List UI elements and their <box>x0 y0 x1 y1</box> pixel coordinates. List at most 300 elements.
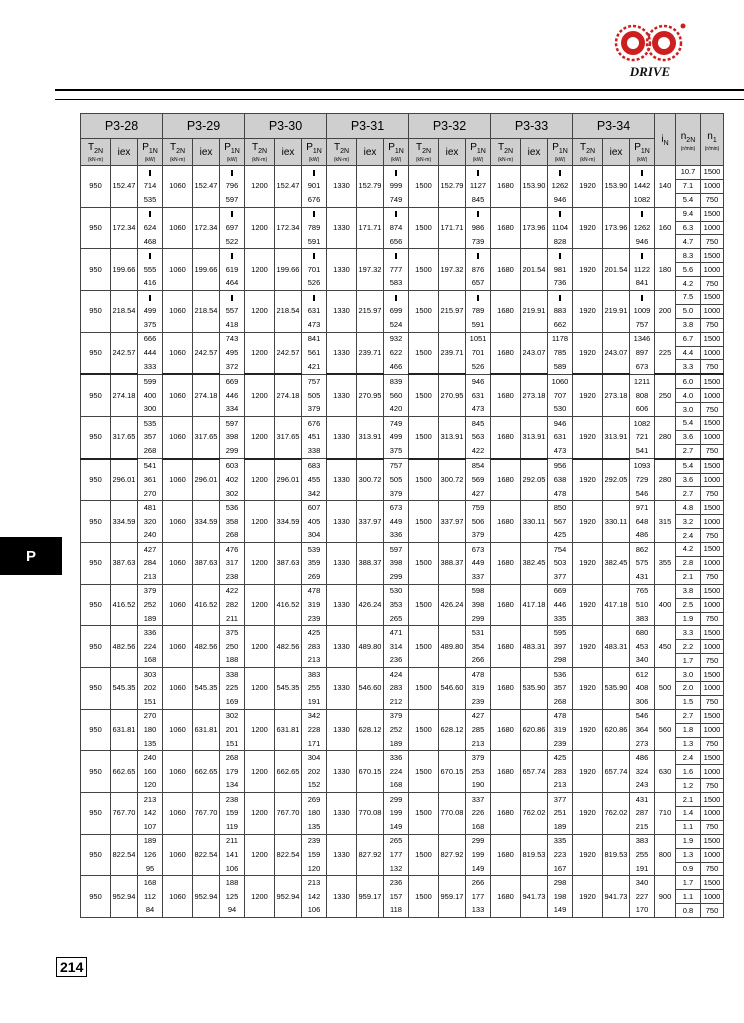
power-header <box>138 139 163 166</box>
power-marker-icon <box>313 295 315 301</box>
power-cell: 226 <box>466 806 491 820</box>
ratio-cell: 500 <box>655 668 676 710</box>
exact-ratio-cell: 382.45 <box>521 543 548 585</box>
power-cell: 981 <box>548 263 573 277</box>
power-cell: 167 <box>548 862 573 876</box>
torque-header-subscript: 2N <box>94 147 104 155</box>
input-speed-cell: 750 <box>701 570 724 584</box>
output-speed-cell: 2.0 <box>676 681 701 695</box>
exact-ratio-cell: 172.34 <box>111 207 138 249</box>
torque-cell: 1060 <box>163 332 193 374</box>
table-row <box>81 709 724 723</box>
table-row <box>81 249 724 263</box>
input-speed-cell: 1000 <box>701 263 724 277</box>
power-cell: 212 <box>384 695 409 709</box>
torque-cell: 950 <box>81 626 111 668</box>
power-header-symbol: P <box>224 141 231 153</box>
power-cell: 199 <box>466 848 491 862</box>
exact-ratio-cell: 243.07 <box>521 332 548 374</box>
power-cell: 338 <box>220 668 245 682</box>
power-cell: 211 <box>220 834 245 848</box>
exact-ratio-cell: 662.65 <box>193 751 220 793</box>
power-cell: 739 <box>466 235 491 249</box>
power-cell: 765 <box>630 584 655 598</box>
input-speed-cell: 750 <box>701 529 724 543</box>
torque-cell: 1060 <box>163 709 193 751</box>
power-cell: 499 <box>384 430 409 444</box>
power-cell <box>302 249 327 263</box>
output-speed-header-subscript: 2N <box>686 136 696 144</box>
power-cell: 1009 <box>630 304 655 318</box>
power-cell: 159 <box>220 806 245 820</box>
torque-cell: 1920 <box>573 668 603 710</box>
table-row <box>81 417 724 431</box>
exact-ratio-cell: 416.52 <box>111 584 138 626</box>
power-cell: 656 <box>384 235 409 249</box>
exact-ratio-cell: 387.63 <box>193 543 220 585</box>
exact-ratio-cell: 153.90 <box>521 166 548 208</box>
output-speed-cell: 3.3 <box>676 360 701 374</box>
power-cell: 676 <box>302 193 327 207</box>
power-cell: 796 <box>220 179 245 193</box>
power-cell: 265 <box>384 834 409 848</box>
torque-cell: 1060 <box>163 207 193 249</box>
power-cell: 946 <box>466 374 491 388</box>
input-speed-cell: 1500 <box>701 207 724 221</box>
power-cell: 375 <box>138 318 163 332</box>
exact-ratio-cell: 767.70 <box>275 793 302 835</box>
power-cell: 189 <box>138 612 163 626</box>
power-cell: 273 <box>630 737 655 751</box>
power-cell: 999 <box>384 179 409 193</box>
power-cell: 125 <box>220 890 245 904</box>
power-cell: 213 <box>302 654 327 668</box>
power-cell: 701 <box>302 263 327 277</box>
power-cell: 199 <box>384 806 409 820</box>
torque-cell: 1060 <box>163 417 193 459</box>
exact-ratio-cell: 274.18 <box>111 374 138 416</box>
ratio-cell: 160 <box>655 207 676 249</box>
power-cell: 478 <box>548 487 573 501</box>
power-cell: 932 <box>384 332 409 346</box>
torque-cell: 1060 <box>163 543 193 585</box>
power-header-symbol: P <box>306 141 313 153</box>
input-speed-cell: 750 <box>701 820 724 834</box>
input-speed-cell: 1000 <box>701 304 724 318</box>
power-cell: 421 <box>302 360 327 374</box>
power-cell: 425 <box>548 751 573 765</box>
table-row <box>81 751 724 765</box>
power-cell: 1442 <box>630 179 655 193</box>
power-marker-icon <box>559 253 561 259</box>
torque-cell: 950 <box>81 793 111 835</box>
power-marker-icon <box>641 170 643 176</box>
input-speed-header <box>701 114 724 166</box>
power-cell: 631 <box>302 304 327 318</box>
power-cell: 238 <box>220 793 245 807</box>
power-cell: 505 <box>302 389 327 403</box>
drive-logo <box>600 18 700 84</box>
input-speed-cell: 1500 <box>701 501 724 515</box>
power-cell: 177 <box>466 890 491 904</box>
exact-ratio-cell: 296.01 <box>111 459 138 501</box>
exact-ratio-cell: 959.17 <box>357 876 384 918</box>
exact-ratio-cell: 959.17 <box>439 876 466 918</box>
power-cell: 854 <box>466 459 491 473</box>
power-cell: 400 <box>138 389 163 403</box>
table-row <box>81 291 724 305</box>
torque-cell: 1500 <box>409 501 439 543</box>
torque-cell: 1060 <box>163 626 193 668</box>
power-cell: 841 <box>302 332 327 346</box>
power-cell: 250 <box>220 640 245 654</box>
power-cell: 168 <box>384 779 409 793</box>
power-cell: 340 <box>630 654 655 668</box>
power-cell: 657 <box>466 277 491 291</box>
power-cell: 364 <box>630 723 655 737</box>
power-cell: 265 <box>384 612 409 626</box>
torque-cell: 1200 <box>245 668 275 710</box>
power-cell: 379 <box>384 487 409 501</box>
power-cell: 546 <box>630 487 655 501</box>
power-cell: 425 <box>302 626 327 640</box>
torque-cell: 1200 <box>245 417 275 459</box>
power-cell: 535 <box>138 193 163 207</box>
output-speed-cell: 1.9 <box>676 612 701 626</box>
exact-ratio-cell: 199.66 <box>111 249 138 291</box>
torque-cell: 950 <box>81 876 111 918</box>
output-speed-cell: 9.4 <box>676 207 701 221</box>
torque-cell: 1500 <box>409 166 439 208</box>
power-cell: 563 <box>466 430 491 444</box>
input-speed-cell: 1500 <box>701 709 724 723</box>
ratio-header-symbol: i <box>661 133 664 145</box>
power-cell: 499 <box>138 304 163 318</box>
power-cell <box>466 166 491 180</box>
power-cell <box>548 207 573 221</box>
torque-header <box>409 139 439 166</box>
power-cell: 338 <box>302 444 327 458</box>
power-cell <box>384 249 409 263</box>
exact-ratio-cell: 631.81 <box>193 709 220 751</box>
output-speed-cell: 7.5 <box>676 291 701 305</box>
exact-ratio-cell: 300.72 <box>439 459 466 501</box>
power-cell: 729 <box>630 473 655 487</box>
power-cell: 481 <box>138 501 163 515</box>
exact-ratio-cell: 388.37 <box>439 543 466 585</box>
ratio-cell: 280 <box>655 459 676 501</box>
power-cell: 506 <box>466 515 491 529</box>
torque-header-symbol: T <box>415 141 423 153</box>
torque-cell: 950 <box>81 166 111 208</box>
model-header: P3-33 <box>491 114 573 139</box>
power-cell: 120 <box>302 862 327 876</box>
power-cell: 239 <box>302 612 327 626</box>
power-cell: 845 <box>466 193 491 207</box>
power-cell: 253 <box>466 765 491 779</box>
power-cell: 561 <box>302 346 327 360</box>
torque-cell: 1330 <box>327 166 357 208</box>
power-cell: 236 <box>384 654 409 668</box>
exact-ratio-cell: 239.71 <box>439 332 466 374</box>
torque-cell: 950 <box>81 668 111 710</box>
power-cell: 189 <box>138 834 163 848</box>
power-cell: 359 <box>302 556 327 570</box>
power-cell: 503 <box>548 556 573 570</box>
torque-cell: 1200 <box>245 793 275 835</box>
power-cell: 701 <box>466 346 491 360</box>
gear-right-icon <box>647 26 681 60</box>
power-marker-icon <box>477 170 479 176</box>
torque-header-symbol: T <box>579 141 587 153</box>
power-marker-icon <box>559 170 561 176</box>
exact-ratio-cell: 662.65 <box>275 751 302 793</box>
power-cell: 299 <box>466 834 491 848</box>
power-header-subscript: 1N <box>558 147 568 155</box>
power-cell <box>548 166 573 180</box>
exact-ratio-cell: 199.66 <box>275 249 302 291</box>
ratio-cell: 900 <box>655 876 676 918</box>
output-speed-cell: 4.8 <box>676 501 701 515</box>
power-cell: 299 <box>384 570 409 584</box>
input-speed-cell: 750 <box>701 779 724 793</box>
power-cell: 159 <box>302 848 327 862</box>
torque-header <box>327 139 357 166</box>
input-speed-cell: 1000 <box>701 346 724 360</box>
power-cell: 239 <box>302 834 327 848</box>
power-header <box>302 139 327 166</box>
power-cell: 478 <box>302 584 327 598</box>
output-speed-cell: 8.3 <box>676 249 701 263</box>
power-cell: 522 <box>220 235 245 249</box>
exact-ratio-cell: 215.97 <box>357 291 384 333</box>
power-cell: 252 <box>384 723 409 737</box>
power-cell: 188 <box>220 654 245 668</box>
power-cell: 251 <box>548 806 573 820</box>
power-cell: 422 <box>466 444 491 458</box>
exact-ratio-cell: 274.18 <box>193 374 220 416</box>
power-cell: 213 <box>138 570 163 584</box>
power-cell: 1122 <box>630 263 655 277</box>
input-speed-cell: 750 <box>701 403 724 417</box>
section-tab: P <box>0 537 62 575</box>
power-cell: 619 <box>220 263 245 277</box>
power-cell: 201 <box>220 723 245 737</box>
power-cell: 304 <box>302 529 327 543</box>
exact-ratio-cell: 822.54 <box>275 834 302 876</box>
torque-cell: 1330 <box>327 709 357 751</box>
power-cell: 486 <box>630 751 655 765</box>
torque-header-units: (kN·m) <box>87 156 104 163</box>
power-cell: 673 <box>384 501 409 515</box>
power-cell: 757 <box>384 459 409 473</box>
model-header: P3-28 <box>81 114 163 139</box>
power-cell: 107 <box>138 820 163 834</box>
torque-cell: 950 <box>81 751 111 793</box>
power-cell: 1211 <box>630 374 655 388</box>
power-cell: 126 <box>138 848 163 862</box>
power-cell <box>466 249 491 263</box>
power-cell: 946 <box>630 235 655 249</box>
power-cell: 324 <box>630 765 655 779</box>
exact-ratio-cell: 483.31 <box>603 626 630 668</box>
exact-ratio-cell: 152.47 <box>193 166 220 208</box>
power-cell: 524 <box>384 318 409 332</box>
power-cell: 444 <box>138 346 163 360</box>
power-cell: 268 <box>138 444 163 458</box>
input-speed-cell: 1500 <box>701 751 724 765</box>
power-cell: 699 <box>384 304 409 318</box>
torque-cell: 1200 <box>245 626 275 668</box>
exact-ratio-cell: 201.54 <box>521 249 548 291</box>
output-speed-cell: 2.7 <box>676 444 701 458</box>
input-speed-cell: 1000 <box>701 765 724 779</box>
exact-ratio-cell: 387.63 <box>275 543 302 585</box>
exact-ratio-cell: 767.70 <box>193 793 220 835</box>
torque-cell: 1200 <box>245 291 275 333</box>
torque-header-subscript: 2N <box>258 147 268 155</box>
output-speed-cell: 1.7 <box>676 654 701 668</box>
torque-cell: 1330 <box>327 249 357 291</box>
torque-cell: 1330 <box>327 374 357 416</box>
torque-cell: 1500 <box>409 626 439 668</box>
input-speed-cell: 1500 <box>701 332 724 346</box>
input-speed-cell: 1500 <box>701 291 724 305</box>
power-cell: 314 <box>384 640 409 654</box>
exact-ratio-cell: 239.71 <box>357 332 384 374</box>
exact-ratio-cell: 426.24 <box>357 584 384 626</box>
power-cell: 238 <box>220 570 245 584</box>
power-header-symbol: P <box>552 141 559 153</box>
exact-ratio-cell: 482.56 <box>193 626 220 668</box>
power-cell: 168 <box>138 654 163 668</box>
table-row <box>81 626 724 640</box>
torque-cell: 1920 <box>573 249 603 291</box>
power-marker-icon <box>149 170 151 176</box>
power-cell: 597 <box>220 417 245 431</box>
power-cell: 298 <box>548 654 573 668</box>
power-cell: 789 <box>302 221 327 235</box>
power-cell: 673 <box>630 360 655 374</box>
ratio-cell: 355 <box>655 543 676 585</box>
power-cell: 357 <box>138 430 163 444</box>
power-marker-icon <box>641 211 643 217</box>
power-cell: 673 <box>466 543 491 557</box>
power-marker-icon <box>231 170 233 176</box>
power-cell: 94 <box>220 904 245 918</box>
exact-ratio-cell: 152.79 <box>357 166 384 208</box>
power-cell: 300 <box>138 403 163 417</box>
power-cell: 240 <box>138 529 163 543</box>
input-speed-cell: 1500 <box>701 459 724 473</box>
power-cell: 227 <box>630 890 655 904</box>
power-cell: 597 <box>384 543 409 557</box>
ratio-cell: 225 <box>655 332 676 374</box>
ratio-header-subscript: N <box>663 139 669 147</box>
power-cell: 283 <box>302 640 327 654</box>
power-cell: 357 <box>548 681 573 695</box>
power-cell: 648 <box>630 515 655 529</box>
power-header-subscript: 1N <box>148 147 158 155</box>
power-cell: 225 <box>220 681 245 695</box>
exact-ratio-cell: 546.60 <box>439 668 466 710</box>
torque-cell: 1330 <box>327 543 357 585</box>
torque-cell: 1500 <box>409 876 439 918</box>
power-cell: 270 <box>138 709 163 723</box>
power-cell: 759 <box>466 501 491 515</box>
power-header-subscript: 1N <box>640 147 650 155</box>
exact-ratio-cell: 762.02 <box>521 793 548 835</box>
torque-cell: 1500 <box>409 459 439 501</box>
power-cell: 495 <box>220 346 245 360</box>
torque-cell: 1200 <box>245 709 275 751</box>
power-cell: 883 <box>548 304 573 318</box>
input-speed-cell: 750 <box>701 654 724 668</box>
model-header: P3-31 <box>327 114 409 139</box>
exact-ratio-cell: 219.91 <box>521 291 548 333</box>
power-marker-icon <box>559 211 561 217</box>
power-cell: 379 <box>466 751 491 765</box>
output-speed-header-units: (r/min) <box>680 145 696 152</box>
output-speed-cell: 2.7 <box>676 709 701 723</box>
power-header-units: (kW) <box>636 156 648 163</box>
torque-header-subscript: 2N <box>504 147 514 155</box>
output-speed-cell: 5.4 <box>676 417 701 431</box>
exact-ratio-cell: 270.95 <box>439 374 466 416</box>
output-speed-cell: 1.5 <box>676 695 701 709</box>
power-cell: 420 <box>384 403 409 417</box>
input-speed-cell: 750 <box>701 487 724 501</box>
exact-ratio-header: iex <box>603 139 630 166</box>
exact-ratio-cell: 171.71 <box>357 207 384 249</box>
torque-header-units: (kN·m) <box>579 156 596 163</box>
power-cell: 476 <box>220 543 245 557</box>
torque-cell: 1920 <box>573 876 603 918</box>
torque-cell: 1680 <box>491 709 521 751</box>
power-cell: 106 <box>302 904 327 918</box>
table-row <box>81 584 724 598</box>
torque-cell: 1200 <box>245 751 275 793</box>
power-cell: 149 <box>466 862 491 876</box>
exact-ratio-cell: 482.56 <box>275 626 302 668</box>
torque-cell: 1500 <box>409 584 439 626</box>
power-cell: 284 <box>138 556 163 570</box>
power-cell: 303 <box>138 668 163 682</box>
power-cell: 243 <box>630 779 655 793</box>
power-cell: 466 <box>384 360 409 374</box>
power-cell: 785 <box>548 346 573 360</box>
exact-ratio-cell: 827.92 <box>357 834 384 876</box>
power-cell: 530 <box>384 584 409 598</box>
power-cell: 337 <box>466 570 491 584</box>
power-cell: 215 <box>630 820 655 834</box>
torque-cell: 1500 <box>409 834 439 876</box>
power-cell <box>302 291 327 305</box>
ratio-cell: 800 <box>655 834 676 876</box>
exact-ratio-cell: 197.32 <box>357 249 384 291</box>
power-cell: 536 <box>548 668 573 682</box>
power-cell: 557 <box>220 304 245 318</box>
power-cell: 112 <box>138 890 163 904</box>
power-cell: 134 <box>220 779 245 793</box>
power-header <box>384 139 409 166</box>
exact-ratio-cell: 545.35 <box>111 668 138 710</box>
output-speed-cell: 7.1 <box>676 179 701 193</box>
exact-ratio-cell: 242.57 <box>275 332 302 374</box>
torque-cell: 1060 <box>163 501 193 543</box>
exact-ratio-cell: 171.71 <box>439 207 466 249</box>
input-speed-cell: 750 <box>701 235 724 249</box>
